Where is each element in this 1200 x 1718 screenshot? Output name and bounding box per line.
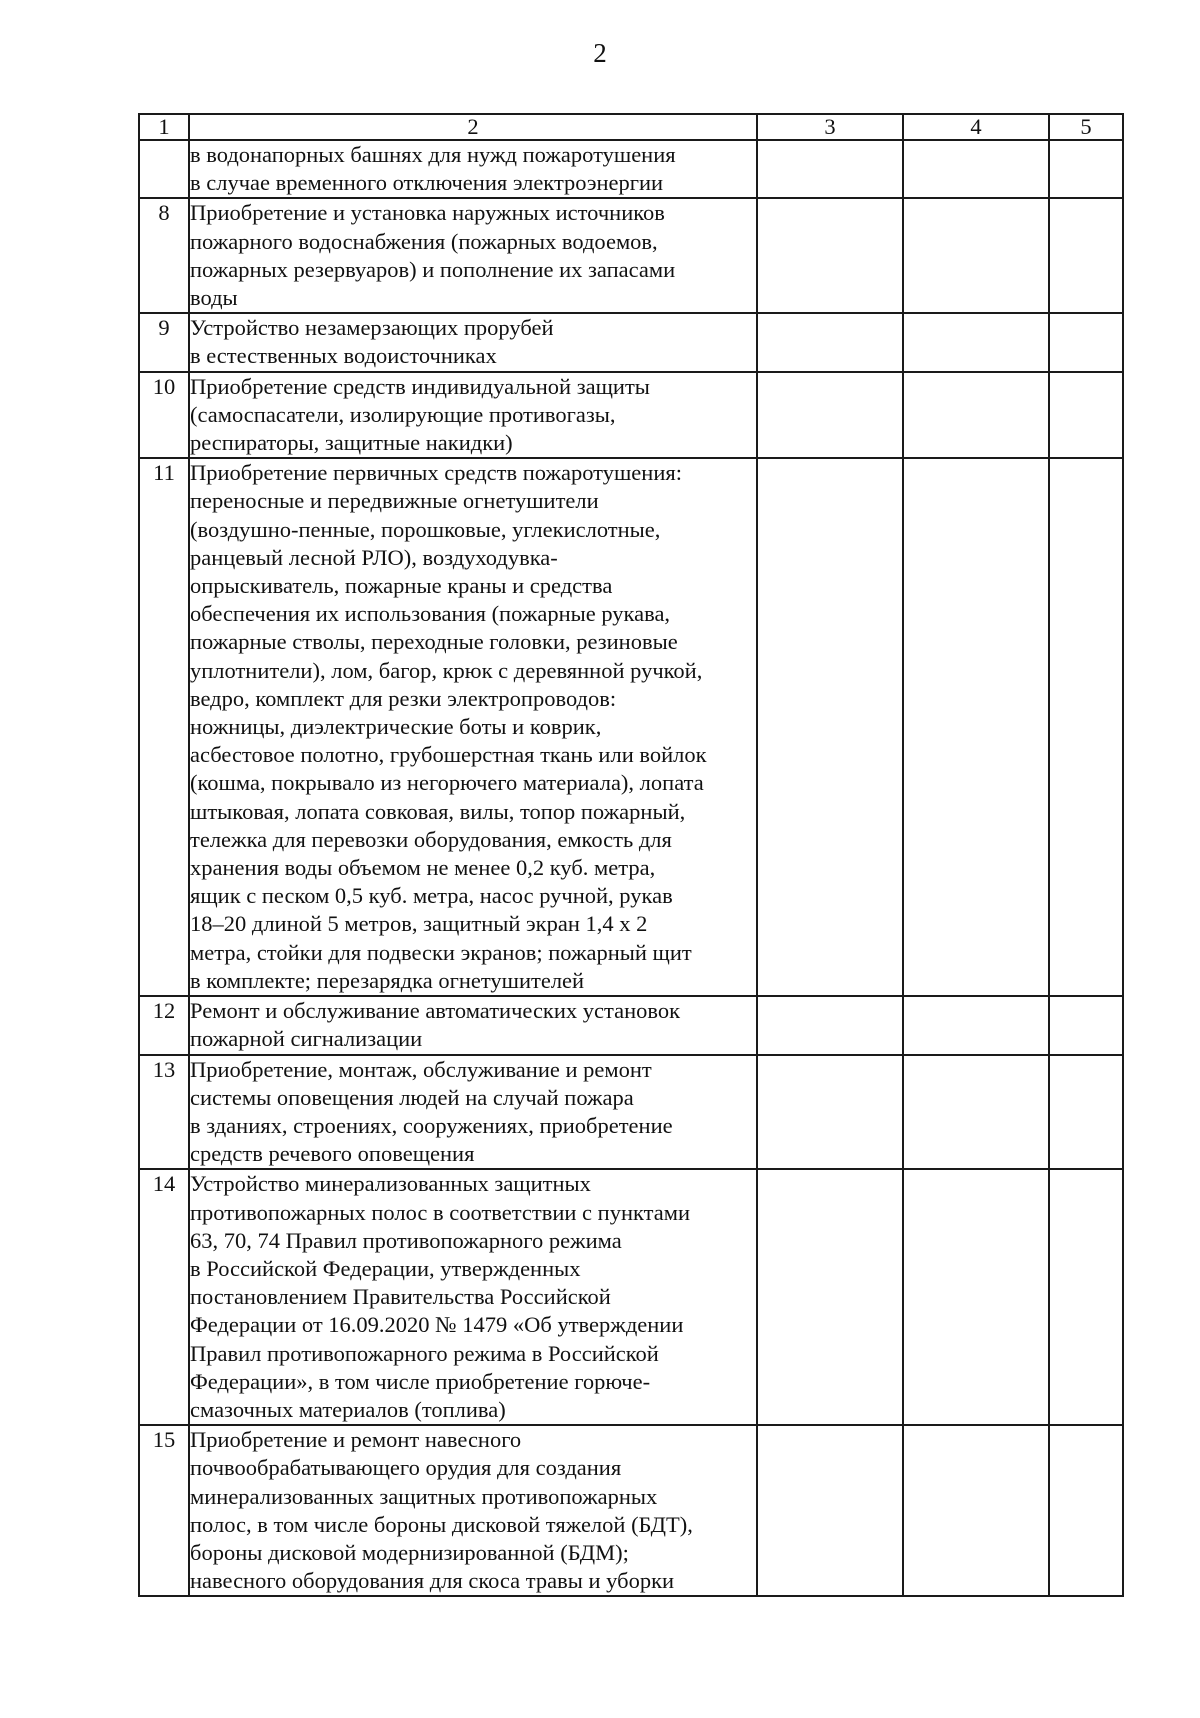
header-col-3: 3 [757, 114, 903, 140]
row-col-5 [1049, 313, 1123, 371]
row-col-3 [757, 372, 903, 459]
row-col-4 [903, 1055, 1049, 1170]
row-description: Приобретение и ремонт навесного почвообрабатывающего орудия для создания минерализованных защитных противопожарных полос, в том числе бороны дисковой тяжелой (БДТ), бороны дисковой модернизированной (БДМ); навесного оборудования для скоса травы и уборки [189, 1425, 757, 1596]
row-col-4 [903, 313, 1049, 371]
table-row [139, 372, 1123, 459]
row-number [139, 140, 189, 198]
table-row [139, 996, 1123, 1054]
header-col-2: 2 [189, 114, 757, 140]
table-row [139, 198, 1123, 313]
row-col-5 [1049, 372, 1123, 459]
row-col-4 [903, 140, 1049, 198]
row-number: 14 [139, 1169, 189, 1425]
row-col-5 [1049, 198, 1123, 313]
row-col-4 [903, 372, 1049, 459]
row-col-4 [903, 198, 1049, 313]
table-row [139, 313, 1123, 371]
row-col-5 [1049, 1055, 1123, 1170]
row-col-4 [903, 458, 1049, 996]
row-col-5 [1049, 1169, 1123, 1425]
row-col-4 [903, 1425, 1049, 1596]
row-description: Устройство минерализованных защитных противопожарных полос в соответствии с пунктами 63, 70, 74 Правил противопожарного режима в Российской Федерации, утвержденных постановлением Правительства Российской Федерации от 16.09.2020 № 1479 «Об утверждении Правил противопожарного режима в Российской Федерации», в том числе приобретение горюче- смазочных материалов (топлива) [189, 1169, 757, 1425]
table-row [139, 458, 1123, 996]
row-description: Приобретение, монтаж, обслуживание и ремонт системы оповещения людей на случай пожара в зданиях, строениях, сооружениях, приобретение средств речевого оповещения [189, 1055, 757, 1170]
row-col-5 [1049, 140, 1123, 198]
row-description: Устройство незамерзающих прорубей в естественных водоисточниках [189, 313, 757, 371]
table-row [139, 1055, 1123, 1170]
row-col-3 [757, 313, 903, 371]
header-col-5: 5 [1049, 114, 1123, 140]
table-row [139, 1169, 1123, 1425]
row-col-5 [1049, 1425, 1123, 1596]
row-number: 12 [139, 996, 189, 1054]
table-header-row [139, 114, 1123, 140]
row-number: 10 [139, 372, 189, 459]
header-col-4: 4 [903, 114, 1049, 140]
row-col-3 [757, 1425, 903, 1596]
row-col-3 [757, 1055, 903, 1170]
table-row [139, 1425, 1123, 1596]
row-number: 13 [139, 1055, 189, 1170]
row-col-3 [757, 996, 903, 1054]
row-col-4 [903, 996, 1049, 1054]
row-description: Приобретение первичных средств пожаротушения: переносные и передвижные огнетушители (воздушно-пенные, порошковые, углекислотные, ранцевый лесной РЛО), воздуходувка- опрыскиватель, пожарные краны и средства обеспечения их использования (пожарные рукава, пожарные стволы, переходные головки, резиновые уплотнители), лом, багор, крюк с деревянной ручкой, ведро, комплект для резки электропроводов: ножницы, диэлектрические боты и коврик, асбестовое полотно, грубошерстная ткань или войлок (кошма, покрывало из негорючего материала), лопата штыковая, лопата совковая, вилы, топор пожарный, тележка для перевозки оборудования, емкость для хранения воды объемом не менее 0,2 куб. метра, ящик с песком 0,5 куб. метра, насос ручной, рукав 18–20 длиной 5 метров, защитный экран 1,4 х 2 метра, стойки для подвески экранов; пожарный щит в комплекте; перезарядка огнетушителей [189, 458, 757, 996]
row-number: 9 [139, 313, 189, 371]
row-description: Приобретение средств индивидуальной защиты (самоспасатели, изолирующие противогазы, респираторы, защитные накидки) [189, 372, 757, 459]
document-table [138, 113, 1124, 1597]
row-number: 15 [139, 1425, 189, 1596]
row-col-3 [757, 198, 903, 313]
row-col-3 [757, 140, 903, 198]
row-col-3 [757, 1169, 903, 1425]
table-row [139, 140, 1123, 198]
row-col-5 [1049, 458, 1123, 996]
header-col-1: 1 [139, 114, 189, 140]
row-col-4 [903, 1169, 1049, 1425]
row-number: 8 [139, 198, 189, 313]
row-description: Приобретение и установка наружных источников пожарного водоснабжения (пожарных водоемов, пожарных резервуаров) и пополнение их запасами воды [189, 198, 757, 313]
row-description: в водонапорных башнях для нужд пожаротушения в случае временного отключения электроэнергии [189, 140, 757, 198]
row-description: Ремонт и обслуживание автоматических установок пожарной сигнализации [189, 996, 757, 1054]
row-col-3 [757, 458, 903, 996]
page-number: 2 [593, 38, 607, 68]
row-col-5 [1049, 996, 1123, 1054]
row-number: 11 [139, 458, 189, 996]
